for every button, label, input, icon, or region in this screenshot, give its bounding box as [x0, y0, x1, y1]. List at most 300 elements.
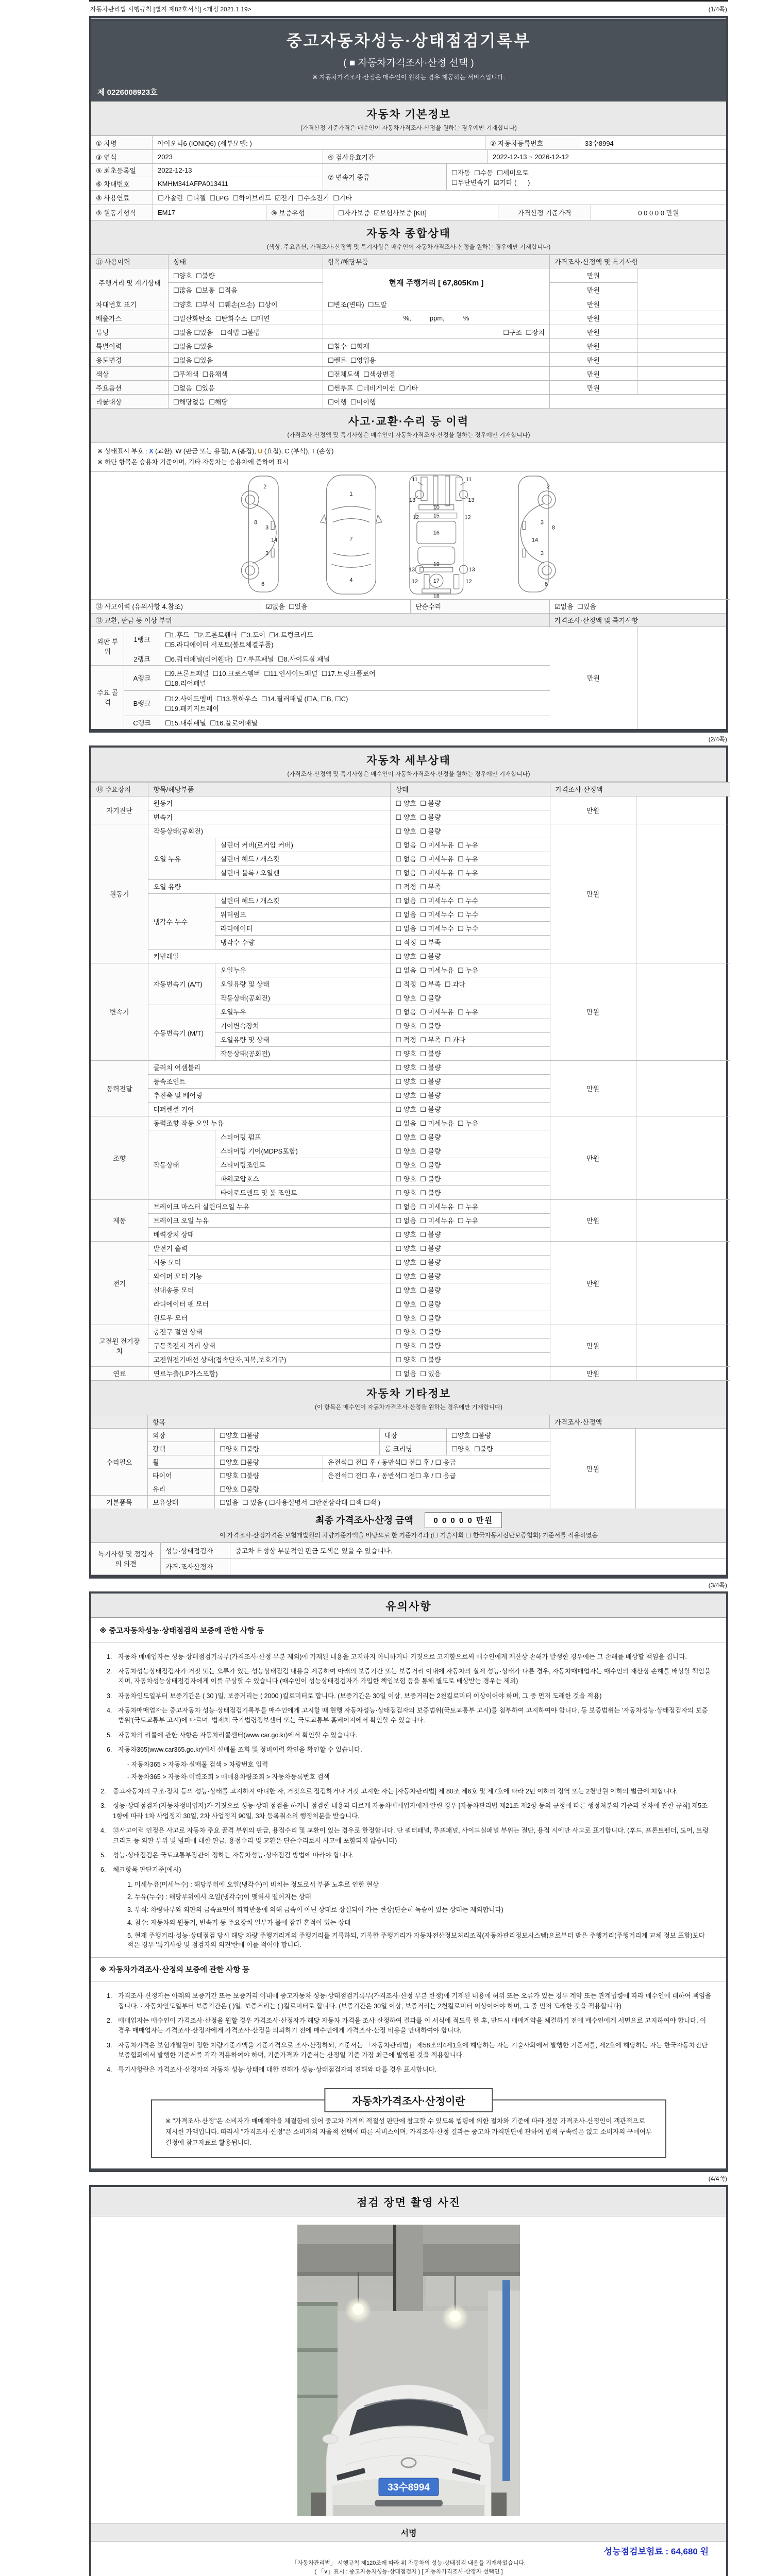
- status-checkboxes[interactable]: ☐ 없음 ☐ 미세누유 ☐ 누유: [390, 838, 550, 852]
- base-price-label: 가격산정 기준가격: [498, 205, 591, 220]
- svg-text:3: 3: [265, 550, 269, 556]
- item-label: 배력장치 상태: [148, 1227, 390, 1241]
- simple-repair-label: 단순수리: [411, 600, 550, 613]
- special-history-item-checkboxes[interactable]: ☐침수 ☐화재: [323, 339, 550, 352]
- car-name-value: 아이오닉6 (IONIQ6) (세부모델: ): [153, 136, 485, 149]
- item-label: 동력조향 작동 오일 누유: [148, 1116, 390, 1130]
- svg-text:19: 19: [433, 561, 440, 567]
- diagram-part-numbers: [254, 476, 555, 599]
- status-checkboxes[interactable]: ☐ 양호 ☐ 불량: [390, 1060, 550, 1074]
- legend-note-2: ※ 하단 항목은 승용차 기준이며, 기타 자동차는 승용차에 준하여 표시: [97, 459, 289, 466]
- item-label: 고전원전기배선 상태(접속단자,피복,보호기구): [148, 1352, 390, 1366]
- interior-label: 내장: [380, 1429, 447, 1442]
- simple-repair-checkboxes[interactable]: ☑없음 ☐있음: [554, 603, 596, 611]
- mileage-state-checkboxes[interactable]: ☐양호 ☐불량: [173, 272, 215, 280]
- device-label: 원동기: [91, 824, 148, 963]
- status-checkboxes[interactable]: ☐ 양호 ☐ 불량: [390, 1311, 550, 1325]
- etc-col-price: 가격조사·산정액: [554, 1418, 602, 1426]
- interior-checkboxes[interactable]: ☐양호 ☐불량: [451, 1431, 492, 1439]
- section-subtitle: (가격조사·산정액 및 특기사항은 매수인이 자동차가격조사·산정을 원하는 경우에만 기재합니다): [287, 771, 530, 777]
- outer-panel-label: 외판 부위: [91, 627, 124, 665]
- device-label: 전기: [91, 1241, 148, 1325]
- status-checkboxes[interactable]: ☐ 양호 ☐ 불량: [390, 1325, 550, 1338]
- item-label: 등속조인트: [148, 1074, 390, 1088]
- color-item-checkboxes[interactable]: ☐전체도색 ☐색상변경: [323, 367, 550, 380]
- device-label: 연료: [91, 1366, 148, 1380]
- wheel-checkboxes[interactable]: ☐양호 ☐불량: [215, 1455, 323, 1468]
- price-cell: 만원: [550, 381, 637, 394]
- status-checkboxes[interactable]: ☐ 양호 ☐ 불량: [390, 1227, 550, 1241]
- room-cleaning-checkboxes[interactable]: ☐양호 ☐불량: [451, 1445, 493, 1453]
- notice-item: 4. 자동차매매업자는 중고자동차 성능·상태점검기록부를 매수인에게 고지할 때 현행 자동차성능·상태점검자의 보증범위(국토교통부 고시)를 첨부하여 고지하여야 합니다. 동 보증범위는 '자동차성능·상태점검자의 보증범위'(국토교통부 고시)에 따르며, 법제처 국가법령정보센터 또는 국토교통부 홈페이지에서 확인할 수 있습니다.: [107, 1707, 708, 1724]
- section-notice: [91, 1594, 726, 1618]
- tire-checkboxes[interactable]: ☐양호 ☐불량: [215, 1469, 323, 1482]
- item-label: 오일 유량: [148, 879, 390, 893]
- final-price-label: 최종 가격조사·산정 금액: [315, 1515, 413, 1526]
- code-c: C: [284, 448, 290, 455]
- status-checkboxes[interactable]: ☐ 양호 ☐ 불량: [390, 824, 550, 838]
- holding-state-checkboxes[interactable]: ☐없음 ☐ 있음 ( ☐사용설명서 ☐안전삼각대 ☐잭 ☐잭 ): [220, 1498, 381, 1506]
- recall-price-cell: [550, 395, 726, 408]
- item-group-label: 냉각수 누수: [148, 893, 215, 949]
- price-note-cell: [637, 268, 726, 297]
- price-cell: 만원: [550, 1116, 636, 1199]
- svg-text:15: 15: [433, 513, 440, 519]
- transmission-options-1[interactable]: ☐자동 ☐수동 ☐세미오토: [451, 168, 529, 177]
- status-checkboxes[interactable]: ☐ 양호 ☐ 불량: [390, 810, 550, 824]
- col-device: ⑭ 주요장치: [91, 782, 148, 796]
- tuning-item-checkboxes[interactable]: ☐구조 ☐장치: [323, 325, 550, 338]
- status-checkboxes[interactable]: ☐ 없음 ☐ 미세누유 ☐ 누유: [390, 1116, 550, 1130]
- item-group-label: 자동변속기 (A/T): [148, 963, 215, 1005]
- status-checkboxes[interactable]: ☐ 양호 ☐ 불량: [390, 1352, 550, 1366]
- status-checkboxes[interactable]: ☐ 양호 ☐ 불량: [390, 1130, 550, 1144]
- usage-change-label: 용도변경: [91, 353, 169, 366]
- status-checkboxes[interactable]: ☐ 양호 ☐ 불량: [390, 991, 550, 1005]
- status-checkboxes[interactable]: ☐ 없음 ☐ 미세누유 ☐ 누유: [390, 1199, 550, 1213]
- col-item: 항목/해당부품: [148, 782, 390, 796]
- status-checkboxes[interactable]: ☐ 없음 ☐ 미세누유 ☐ 누유: [390, 852, 550, 866]
- first-reg-label: ⑤ 최초등록일: [91, 164, 153, 177]
- recall-label: 리콜대상: [91, 395, 169, 408]
- usage-change-checkboxes[interactable]: ☐없음 ☐있음: [169, 353, 323, 366]
- reg-no-label: ② 자동차등록번호: [485, 136, 580, 149]
- status-checkboxes[interactable]: ☐ 양호 ☐ 불량: [390, 1297, 550, 1311]
- rankC-label: C랭크: [124, 716, 160, 729]
- final-price-note[interactable]: 이 가격조사·산정가격은 보험개발원의 차량기준가액을 바탕으로 한 기준가격과 (☐ 기술사회 ☐ 한국자동차진단보증협회) 기준서를 적용하였음: [219, 1531, 598, 1539]
- status-checkboxes[interactable]: ☐ 양호 ☐ 불량: [390, 1046, 550, 1060]
- status-checkboxes[interactable]: ☐ 양호 ☐ 불량: [390, 1269, 550, 1283]
- fuel-label: ⑧ 사용연료: [91, 191, 153, 205]
- status-checkboxes[interactable]: ☐ 없음 ☐ 있음: [390, 1366, 550, 1380]
- tuning-label: 튜닝: [91, 325, 169, 338]
- usage-change-item-checkboxes[interactable]: ☐렌트 ☐영업용: [323, 353, 550, 366]
- status-checkboxes[interactable]: ☐ 양호 ☐ 불량: [390, 1088, 550, 1102]
- overall-state-table: [91, 255, 726, 409]
- item-label: 오일누유: [215, 963, 390, 977]
- notice-subitem: - 자동차365 > 자동차·실매물 검색 > 차량번호 입력: [127, 1760, 268, 1768]
- price-cell: 만원: [550, 325, 637, 338]
- engine-type-value: EM17: [153, 205, 266, 220]
- notice-subitem: - 자동차365 > 자동차·이력조회 > 매매용차량조회 > 자동차등록번호 검색: [127, 1773, 330, 1781]
- svg-text:10: 10: [433, 504, 440, 511]
- polish-label: 광택: [148, 1442, 215, 1455]
- repair-needed-label: 수리필요: [91, 1429, 148, 1495]
- room-cleaning-label: 룸 크리닝: [380, 1442, 447, 1455]
- detail-row: [91, 1060, 730, 1074]
- svg-text:3: 3: [540, 519, 544, 526]
- svg-text:12: 12: [412, 514, 419, 521]
- item-label: 실린더 블록 / 오일팬: [215, 866, 390, 879]
- appraiser-opinion: [230, 1559, 726, 1574]
- polish-checkboxes[interactable]: ☐양호 ☐불량: [215, 1442, 380, 1455]
- price-cell: 만원: [550, 627, 637, 729]
- price-note-cell: [636, 796, 730, 824]
- item-label: 실내송풍 모터: [148, 1283, 390, 1297]
- final-price-band: [91, 1509, 726, 1543]
- inspection-insurance-fee: 성능점검보험료 : 64,680 원: [603, 2546, 709, 2556]
- color-checkboxes[interactable]: ☐무채색 ☐유채색: [169, 367, 323, 380]
- transmission-label: ⑦ 변속기 종류: [323, 164, 447, 190]
- tire-position-checkboxes[interactable]: 운전석☐ 전☐ 후 / 동반석☐ 전☐ 후 / ☐ 응급: [328, 1471, 456, 1480]
- glass-label: 유리: [148, 1482, 215, 1495]
- model-year-value: 2023: [153, 150, 323, 163]
- status-checkboxes[interactable]: ☐ 적정 ☐ 부족 ☐ 과다: [390, 1032, 550, 1046]
- detail-row: [91, 824, 730, 838]
- detail-row: [91, 1241, 730, 1255]
- accident-history-label: ⑫ 사고이력 (유의사항 4.참조): [91, 600, 261, 613]
- price-cell: 만원: [550, 1241, 636, 1325]
- notice-item: 6. 체크항목 판단기준(예시): [100, 1866, 181, 1874]
- col-item: 항목/해당부품: [323, 255, 550, 268]
- page-number-4: (4/4쪽): [708, 2175, 727, 2182]
- notice-body: [91, 1618, 726, 2158]
- svg-text:8: 8: [254, 519, 258, 526]
- price-cell: 만원: [550, 1366, 636, 1380]
- price-note-cell: [636, 1241, 730, 1325]
- svg-text:1: 1: [349, 490, 353, 497]
- price-survey-option[interactable]: ( ■ 자동차가격조사·산정 선택 ): [343, 58, 474, 69]
- price-note-cell: [637, 627, 726, 729]
- item-label: 구동축전지 격리 상태: [148, 1338, 390, 1352]
- item-label: 와이퍼 모터 기능: [148, 1269, 390, 1283]
- status-checkboxes[interactable]: ☐ 없음 ☐ 미세누유 ☐ 누유: [390, 963, 550, 977]
- section-detail-state: [91, 748, 726, 782]
- price-note-cell: [637, 311, 726, 325]
- inspection-photo: [297, 2225, 520, 2516]
- document-number: 제 0226008923호: [97, 88, 158, 97]
- svg-text:3: 3: [265, 524, 269, 531]
- accident-history-checkboxes[interactable]: ☑없음 ☐있음: [261, 600, 411, 613]
- price-note-cell: [637, 325, 726, 338]
- wheel-label: 휠: [148, 1455, 215, 1468]
- current-mileage: 현재 주행거리 [ 67,805Km ]: [323, 268, 550, 297]
- status-checkboxes[interactable]: ☐ 없음 ☐ 미세누유 ☐ 누유: [390, 866, 550, 879]
- vin-label: ⑥ 차대번호: [91, 177, 153, 190]
- item-label: 변속기: [148, 810, 390, 824]
- price-cell: 만원: [550, 297, 637, 311]
- item-label: 실린더 커버(로커암 커버): [215, 838, 390, 852]
- page-1: [89, 16, 728, 733]
- section-title: 유의사항: [385, 1600, 432, 1613]
- status-checkboxes[interactable]: ☐ 양호 ☐ 불량: [390, 1144, 550, 1158]
- definition-text: ※ "가격조사·산정"은 소비자가 매매계약을 체결함에 있어 중고차 가격의 적절성 판단에 참고할 수 있도록 법령에 의한 절차와 기준에 따라 전문 가격조사·산정인이 객관적으로 제시한 가액입니다. 따라서 "가격조사·산정"은 소비자의 자율적 선택에 따른 서비스이며, 가격조사·산정 결과는 중고차 가격판단에 관하여 법적 구속력은 없고 소비자의 구매여부 결정에 참고자료로 활용됩니다.: [165, 2117, 652, 2147]
- svg-text:8: 8: [551, 524, 555, 531]
- vin-value: KMHM341AFPA013411: [158, 180, 228, 188]
- code-t: T: [311, 448, 315, 455]
- item-group-label: 작동상태: [148, 1130, 215, 1199]
- status-checkboxes[interactable]: ☐ 양호 ☐ 불량: [390, 1074, 550, 1088]
- item-label: 기어변속장치: [215, 1019, 390, 1032]
- opinions-table: [91, 1543, 726, 1575]
- page-number-2: (2/4쪽): [708, 735, 727, 743]
- notice-item: 6. 자동차365(www.car365.go.kr)에서 실매물 조회 및 정비이력 확인을 확인할 수 있습니다.: [107, 1746, 362, 1754]
- special-history-checkboxes[interactable]: ☐없음 ☐있음: [169, 339, 323, 352]
- rankB-checkboxes[interactable]: ☐12.사이드멤버 ☐13.휠하우스 ☐14.필러패널 (☐A, ☐B, ☐C) ☐19.패키지트레이: [165, 694, 348, 713]
- device-label: 조향: [91, 1116, 148, 1199]
- exterior-checkboxes[interactable]: ☐양호 ☐불량: [215, 1429, 380, 1442]
- section-title: 자동차 종합상태: [366, 228, 451, 240]
- item-label: 라디에이터 팬 모터: [148, 1297, 390, 1311]
- page-number-1: (1/4쪽): [708, 6, 727, 13]
- appraiser-label: 가격·조사산정자: [161, 1559, 230, 1574]
- status-checkboxes[interactable]: ☐ 양호 ☐ 불량: [390, 1185, 550, 1199]
- notice-item: 1. 자동차 매매업자는 성능·상태점검기록부(가격조사·산정 부분 제외)에 기재된 내용을 고지하지 아니하거나 거짓으로 고지함으로써 매수인에게 재산상 손해가 발생한 경우에는 그 손해를 배상할 책임을 집니다.: [107, 1653, 687, 1660]
- item-label: 실린더 헤드 / 개스킷: [215, 852, 390, 866]
- svg-text:12: 12: [464, 514, 471, 521]
- first-reg-value: 2022-12-13: [158, 166, 192, 174]
- rank2-checkboxes[interactable]: ☐6.쿼터패널(리어휀다) ☐7.루프패널 ☐8.사이드실 패널: [165, 655, 330, 663]
- price-cell: 만원: [550, 353, 637, 366]
- item-label: 커먼레일: [148, 949, 390, 963]
- price-cell: 만원: [586, 272, 600, 280]
- page-4: [89, 2185, 728, 2576]
- vin-mark-item-checkboxes[interactable]: ☐변조(변타) ☐도말: [323, 297, 550, 311]
- mileage-amount-checkboxes[interactable]: ☐많음 ☐보통 ☐적음: [169, 282, 323, 297]
- vin-mark-checkboxes[interactable]: ☐양호 ☐부식 ☐훼손(오손) ☐상이: [169, 297, 323, 311]
- item-group-label: 수동변속기 (M/T): [148, 1005, 215, 1060]
- car-damage-diagram[interactable]: [91, 472, 730, 600]
- tire-label: 타이어: [148, 1469, 215, 1482]
- price-cell: 만원: [550, 824, 636, 963]
- state-code-legend: ※ 상태표시 부호 : X (교환), W (판금 또는 용접), A (흠집), U (요철), C (부식), T (손상) ※ 하단 항목은 승용차 기준이며, 기타 자동차는 승용차에 준하여 표시: [91, 443, 726, 472]
- price-note-cell: [636, 1116, 730, 1199]
- item-label: 작동상태(공회전): [148, 824, 390, 838]
- price-note-cell: [636, 1199, 730, 1241]
- final-price-value: 0 0 0 0 0 만원: [425, 1512, 502, 1528]
- status-checkboxes[interactable]: ☐ 적정 ☐ 부족: [390, 935, 550, 949]
- status-checkboxes[interactable]: ☐ 적정 ☐ 부족: [390, 879, 550, 893]
- price-cell: 만원: [550, 1429, 636, 1509]
- price-survey-definition-box: [151, 2095, 666, 2158]
- svg-text:4: 4: [349, 577, 353, 583]
- status-checkboxes[interactable]: ☐ 양호 ☐ 불량: [390, 949, 550, 963]
- status-checkboxes[interactable]: ☐ 없음 ☐ 미세누수 ☐ 누수: [390, 907, 550, 921]
- page-number-3: (3/4쪽): [708, 1581, 727, 1589]
- rankC-checkboxes[interactable]: ☐15.대쉬패널 ☐16.플로어패널: [165, 719, 258, 727]
- license-plate: 33수8994: [388, 2482, 430, 2493]
- col-status: 상태: [390, 782, 550, 796]
- price-note-cell: [637, 367, 726, 380]
- car-name-label: ① 차명: [91, 136, 153, 149]
- price-note-cell: [636, 1366, 730, 1380]
- base-price-value: 0 0 0 0 0 만원: [638, 209, 679, 217]
- item-label: 냉각수 수량: [215, 935, 390, 949]
- inspection-photo-area: [91, 2216, 726, 2524]
- item-label: 오일유량 및 상태: [215, 977, 390, 991]
- rank2-label: 2랭크: [124, 652, 160, 665]
- section-title: 자동차 기본정보: [366, 109, 451, 121]
- section-title: 자동차 기타정보: [366, 1387, 451, 1400]
- inspector-label: 성능·상태점검자: [161, 1543, 230, 1558]
- svg-text:6: 6: [261, 581, 265, 587]
- status-checkboxes[interactable]: ☐ 양호 ☐ 불량: [390, 1255, 550, 1269]
- svg-text:13: 13: [408, 566, 415, 573]
- section-subtitle: (가격조사·산정액 및 특기사항은 매수인이 자동차가격조사·산정을 원하는 경우에만 기재합니다): [287, 432, 530, 438]
- status-checkboxes[interactable]: ☐ 양호 ☐ 불량: [390, 1241, 550, 1255]
- notice-subitem: 3. 부식: 차량하부와 외판의 금속표면이 화학반응에 의해 금속이 아닌 상태로 상실되어 가는 현상(단순히 녹슬어 있는 상태는 제외합니다): [127, 1906, 503, 1914]
- recall-item-checkboxes[interactable]: ☐이행 ☐미이행: [323, 395, 550, 408]
- glass-checkboxes[interactable]: ☐양호 ☐불량: [220, 1485, 260, 1493]
- detail-state-table: [91, 782, 730, 1381]
- section-subtitle: (색상, 주요옵션, 가격조사·산정액 및 특기사항은 매수인이 자동차가격조사·산정을 원하는 경우에만 기재합니다): [266, 244, 551, 250]
- tuning-checkboxes[interactable]: ☐없음 ☐있음 ☐적법 ☐불법: [169, 325, 323, 338]
- section-basic-info: [91, 101, 726, 136]
- notice-section-1: ※ 중고자동차성능·상태점검의 보증에 관한 사항 등: [91, 1619, 726, 1642]
- status-checkboxes[interactable]: ☐ 없음 ☐ 미세누수 ☐ 누수: [390, 893, 550, 907]
- device-label: 자기진단: [91, 796, 148, 824]
- section-subtitle: (가격산정 기준가격은 매수인이 자동차가격조사·산정을 원하는 경우에만 기재합니다): [300, 125, 517, 131]
- item-label: 타이로드엔드 및 볼 조인트: [215, 1185, 390, 1199]
- section-subtitle: (이 항목은 매수인이 자동차가격조사·산정을 원하는 경우에만 기재합니다): [315, 1404, 502, 1411]
- inspector-opinion: 중고차 특성상 부분적인 판금 도색은 있을 수 있습니다.: [235, 1547, 393, 1555]
- device-label: 고전원 전기장치: [91, 1325, 148, 1366]
- status-checkboxes[interactable]: ☐ 양호 ☐ 불량: [390, 1102, 550, 1116]
- emission-label: 배출가스: [91, 311, 169, 325]
- status-checkboxes[interactable]: ☐ 양호 ☐ 불량: [390, 1158, 550, 1172]
- notice-item: 2. 매매업자는 매수인이 가격조사·산정을 원할 경우 가격조사·산정자가 해당 자동차 가격을 조사·산정하여 결과를 이 서식에 적도록 한 후, 반드시 매매계약을 체결하기 전에 매수인에게 서면으로 고지하여야 합니다. 이 경우 매매업자는 가격조사·산정자에게 가격조사·산정을 의뢰하기 전에 매수인에게 가격조사·산정 비용을 안내하여야 합니다.: [107, 2016, 707, 2035]
- section-title: 점검 장면 촬영 사진: [357, 2196, 461, 2209]
- section-etc-info: [91, 1381, 726, 1415]
- detail-row: [91, 963, 730, 977]
- mileage-label: 주행거리 및 계기상태: [91, 268, 169, 297]
- item-label: 스티어링 기어(MDPS포함): [215, 1144, 390, 1158]
- definition-title: 자동차가격조사·산정이란: [324, 2088, 493, 2112]
- reg-no-value: 33수8994: [584, 139, 614, 147]
- item-label: 디퍼렌셜 기어: [148, 1102, 390, 1116]
- price-note-cell: [637, 353, 726, 366]
- notice-list-2: [91, 1981, 726, 2084]
- price-note-cell: [636, 1325, 730, 1366]
- fuel-checkboxes[interactable]: ☐가솔린 ☐디젤 ☐LPG ☐하이브리드 ☑전기 ☐수소전기 ☐기타: [158, 194, 352, 202]
- main-frame-label: 주요 골격: [91, 666, 124, 729]
- warranty-checkboxes[interactable]: ☐자가보증 ☑보험사보증 [KB]: [333, 205, 498, 220]
- col-price: 가격조사·산정액 및 특기사항: [554, 258, 638, 266]
- svg-text:12: 12: [465, 578, 472, 585]
- price-cell: 만원: [550, 339, 637, 352]
- price-note-cell: [636, 824, 730, 963]
- item-label: 오일유량 및 상태: [215, 1032, 390, 1046]
- document-title: 중고자동차성능·상태점검기록부: [286, 32, 531, 50]
- svg-text:14: 14: [271, 536, 278, 543]
- item-label: 원동기: [148, 796, 390, 810]
- signature-band: 서명: [91, 2524, 726, 2541]
- exterior-label: 외장: [148, 1429, 215, 1442]
- signature-notes: [91, 2558, 726, 2576]
- section-overall-state: [91, 221, 726, 255]
- rankA-checkboxes[interactable]: ☐9.프론트패널 ☐10.크로스멤버 ☐11.인사이드패널 ☐17.트렁크플로어 ☐18.리어패널: [165, 669, 376, 687]
- notice-item: 1. 가격조사·산정자는 아래의 보증기간 또는 보증거리 이내에 중고자동차 성능·상태점검기록부(가격조사·산정 부분 한정)에 기재된 내용에 허위 또는 오류가 있는 경우 계약 또는 관계법령에 따라 매수인에 대하여 책임을 집니다. · 자동차인도일부터 보증기간은 ( )일, 보증거리는 ( )킬로미터로 합니다. (보증기간은 30일 이상, 보증거리는 2천킬로미터 이상이어야 하며, 그 중 먼저 도래한 것을 적용합니다): [107, 1992, 712, 2010]
- notice-subitem: 5. 현재 주행거리·성능·상태점검 당시 해당 차량 주행거리계의 주행거리를 기록하되, 기록한 주행거리가 자동차전산정보처리조직(자동차관리정보시스템)으로부터 받은 주행거리(주행거리계 교체 정보 포함)보다 적은 경우 '특기사항 및 점검자의 의견'란에 이를 적어야 합니다.: [127, 1931, 705, 1949]
- status-checkboxes[interactable]: ☐ 양호 ☐ 불량: [390, 1338, 550, 1352]
- item-label: 클러치 어셈블리: [148, 1060, 390, 1074]
- item-group-label: 오일 누유: [148, 838, 215, 879]
- main-option-label: 주요옵션: [91, 381, 169, 394]
- detail-row: [91, 1199, 730, 1213]
- notice-item: 3. 자동차인도일부터 보증기간은 ( 30 )일, 보증거리는 ( 2000 )킬로미터로 합니다. (보증기간은 30일 이상, 보증거리는 2천킬로미터 이상이어야 하며, 그 중 먼저 도래한 것을 적용): [107, 1692, 602, 1700]
- item-label: 충전구 절연 상태: [148, 1325, 390, 1338]
- detail-row: [91, 1366, 730, 1380]
- document-header: [91, 21, 726, 101]
- svg-text:18: 18: [433, 593, 440, 600]
- price-note-cell: [636, 1429, 726, 1509]
- recall-checkboxes[interactable]: ☐해당없음 ☐해당: [169, 395, 323, 408]
- price-cell: 만원: [550, 367, 637, 380]
- status-checkboxes[interactable]: ☐ 적정 ☐ 부족 ☐ 과다: [390, 977, 550, 991]
- device-label: 동력전달: [91, 1060, 148, 1116]
- status-checkboxes[interactable]: ☐ 양호 ☐ 불량: [390, 1019, 550, 1032]
- rank1-checkboxes[interactable]: ☐1.후드 ☐2.프론트휀더 ☐3.도어 ☐4.트렁크리드 ☐5.라디에이터 서포트(볼트체결부품): [165, 631, 313, 649]
- item-label: 추진축 및 베어링: [148, 1088, 390, 1102]
- notice-subitem: 1. 미세누유(미세누수) : 해당부위에 오일(냉각수)이 비치는 정도로서 부품 노후로 인한 현상: [127, 1880, 379, 1888]
- status-checkboxes[interactable]: ☐ 양호 ☐ 불량: [390, 796, 550, 810]
- inspection-record-document: [89, 0, 728, 2576]
- etc-info-table: [91, 1415, 726, 1509]
- wheel-position-checkboxes[interactable]: 운전석☐ 전☐ 후 / 동반석☐ 전☐ 후 / ☐ 응급: [328, 1458, 456, 1466]
- special-history-label: 특별이력: [91, 339, 169, 352]
- notice-list-1: [91, 1642, 726, 1958]
- status-checkboxes[interactable]: ☐ 없음 ☐ 미세누유 ☐ 누유: [390, 1213, 550, 1227]
- svg-text:13: 13: [409, 497, 416, 503]
- main-option-item-checkboxes[interactable]: ☐썬루프 ☐네비게이션 ☐기타: [323, 381, 550, 394]
- inspection-period-label: ④ 검사유효기간: [323, 150, 488, 163]
- status-checkboxes[interactable]: ☐ 없음 ☐ 미세누수 ☐ 누수: [390, 921, 550, 935]
- price-cell: 만원: [550, 796, 636, 824]
- transmission-checkboxes[interactable]: [447, 164, 726, 190]
- status-checkboxes[interactable]: ☐ 없음 ☐ 미세누유 ☐ 누유: [390, 1005, 550, 1019]
- status-checkboxes[interactable]: ☐ 양호 ☐ 불량: [390, 1172, 550, 1185]
- code-a: A: [231, 448, 236, 455]
- emission-checkboxes[interactable]: ☐일산화탄소 ☐탄화수소 ☐매연: [169, 311, 323, 325]
- item-label: 오일누유: [215, 1005, 390, 1019]
- notice-item: 4. ⑫사고이력 인정은 사고로 자동차 주요 골격 부위의 판금, 용접수리 및 교환이 있는 경우로 한정합니다. 단 쿼터패널, 루프패널, 사이드실패널 부위는 절단, 용접 시에만 사고로 표기합니다. (후드, 프론트펜더, 도어, 트렁크리드 등 외판 부위 및 범퍼에 대한 판금, 용접수리 및 교환은 단순수리로서 사고에 포함되지 않습니다): [100, 1827, 709, 1844]
- transmission-options-2[interactable]: ☐무단변속기 ☑기타 ( ): [451, 178, 530, 187]
- exchange-price-header: 가격조사·산정액 및 특기사항: [554, 616, 638, 624]
- detail-row: [91, 1116, 730, 1130]
- price-cell: 만원: [550, 1199, 636, 1241]
- svg-text:13: 13: [468, 497, 475, 503]
- svg-text:3: 3: [540, 550, 544, 556]
- price-note-cell: [637, 297, 726, 311]
- item-label: 라디에이터: [215, 921, 390, 935]
- main-option-checkboxes[interactable]: ☐없음 ☐있음: [169, 381, 323, 394]
- section-photo: [91, 2187, 726, 2216]
- item-label: 브레이크 오일 누유: [148, 1213, 390, 1227]
- opinions-label: 특기사항 및 점검자의 의견: [91, 1543, 161, 1574]
- status-checkboxes[interactable]: ☐ 양호 ☐ 불량: [390, 1283, 550, 1297]
- top-meta-line: [89, 0, 728, 16]
- notice-item: 5. 성능·상태점검은 국토교통부장관이 정하는 자동차성능·상태점검 방법에 따라야 합니다.: [100, 1851, 354, 1859]
